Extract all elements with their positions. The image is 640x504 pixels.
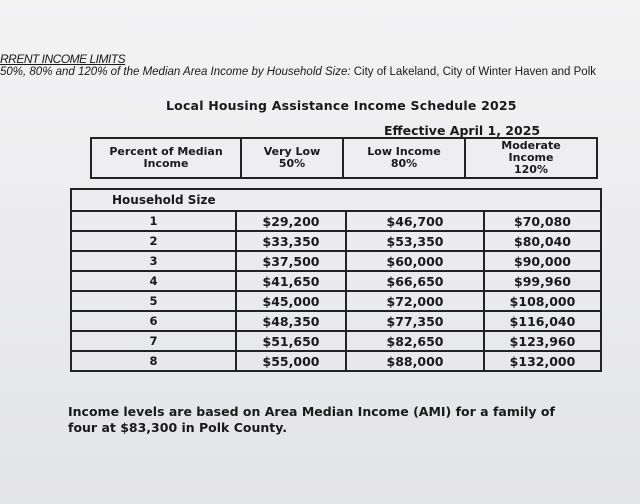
very-low-cell: $33,350 (236, 231, 346, 251)
very-low-cell: $29,200 (236, 211, 346, 231)
subheading-italic: 50%, 80% and 120% of the Median Area Income by Household Size: (0, 66, 351, 78)
low-income-cell: $88,000 (346, 351, 484, 371)
heading-income-limits: RRENT INCOME LIMITS (0, 52, 126, 66)
low-income-cell: $77,350 (346, 311, 484, 331)
household-size-cell: 3 (71, 251, 236, 271)
low-income-cell: $72,000 (346, 291, 484, 311)
col-moderate: Moderate Income 120% (465, 138, 597, 178)
table-row (71, 291, 601, 311)
moderate-cell: $70,080 (484, 211, 601, 231)
table-row (71, 351, 601, 371)
very-low-cell: $41,650 (236, 271, 346, 291)
moderate-cell: $80,040 (484, 231, 601, 251)
subheading (0, 66, 596, 78)
moderate-cell: $116,040 (484, 311, 601, 331)
table-row (71, 311, 601, 331)
low-income-cell: $53,350 (346, 231, 484, 251)
household-size-label: Household Size (71, 189, 601, 211)
household-size-cell: 8 (71, 351, 236, 371)
effective-date: Effective April 1, 2025 (384, 123, 541, 138)
household-size-cell: 2 (71, 231, 236, 251)
table-row (71, 211, 601, 231)
very-low-cell: $48,350 (236, 311, 346, 331)
moderate-cell: $132,000 (484, 351, 601, 371)
moderate-cell: $108,000 (484, 291, 601, 311)
col-very-low: Very Low 50% (241, 138, 343, 178)
column-header-table (90, 137, 598, 179)
table-row (71, 231, 601, 251)
subheading-cities: City of Lakeland, City of Winter Haven and Polk (353, 66, 597, 78)
income-table (70, 188, 602, 372)
col-low-income: Low Income 80% (343, 138, 465, 178)
low-income-cell: $66,650 (346, 271, 484, 291)
household-size-cell: 1 (71, 211, 236, 231)
household-size-cell: 4 (71, 271, 236, 291)
household-size-cell: 6 (71, 311, 236, 331)
footnote: Income levels are based on Area Median Income (AMI) for a family of four at $83,300 in Polk County. (68, 404, 555, 435)
very-low-cell: $55,000 (236, 351, 346, 371)
moderate-cell: $90,000 (484, 251, 601, 271)
household-size-cell: 7 (71, 331, 236, 351)
very-low-cell: $51,650 (236, 331, 346, 351)
very-low-cell: $45,000 (236, 291, 346, 311)
low-income-cell: $82,650 (346, 331, 484, 351)
col-percent-median: Percent of Median Income (91, 138, 241, 178)
table-row (71, 251, 601, 271)
table-row (71, 271, 601, 291)
moderate-cell: $99,960 (484, 271, 601, 291)
table-row (71, 331, 601, 351)
household-size-cell: 5 (71, 291, 236, 311)
very-low-cell: $37,500 (236, 251, 346, 271)
moderate-cell: $123,960 (484, 331, 601, 351)
low-income-cell: $46,700 (346, 211, 484, 231)
low-income-cell: $60,000 (346, 251, 484, 271)
schedule-title: Local Housing Assistance Income Schedule 2025 (166, 98, 517, 113)
